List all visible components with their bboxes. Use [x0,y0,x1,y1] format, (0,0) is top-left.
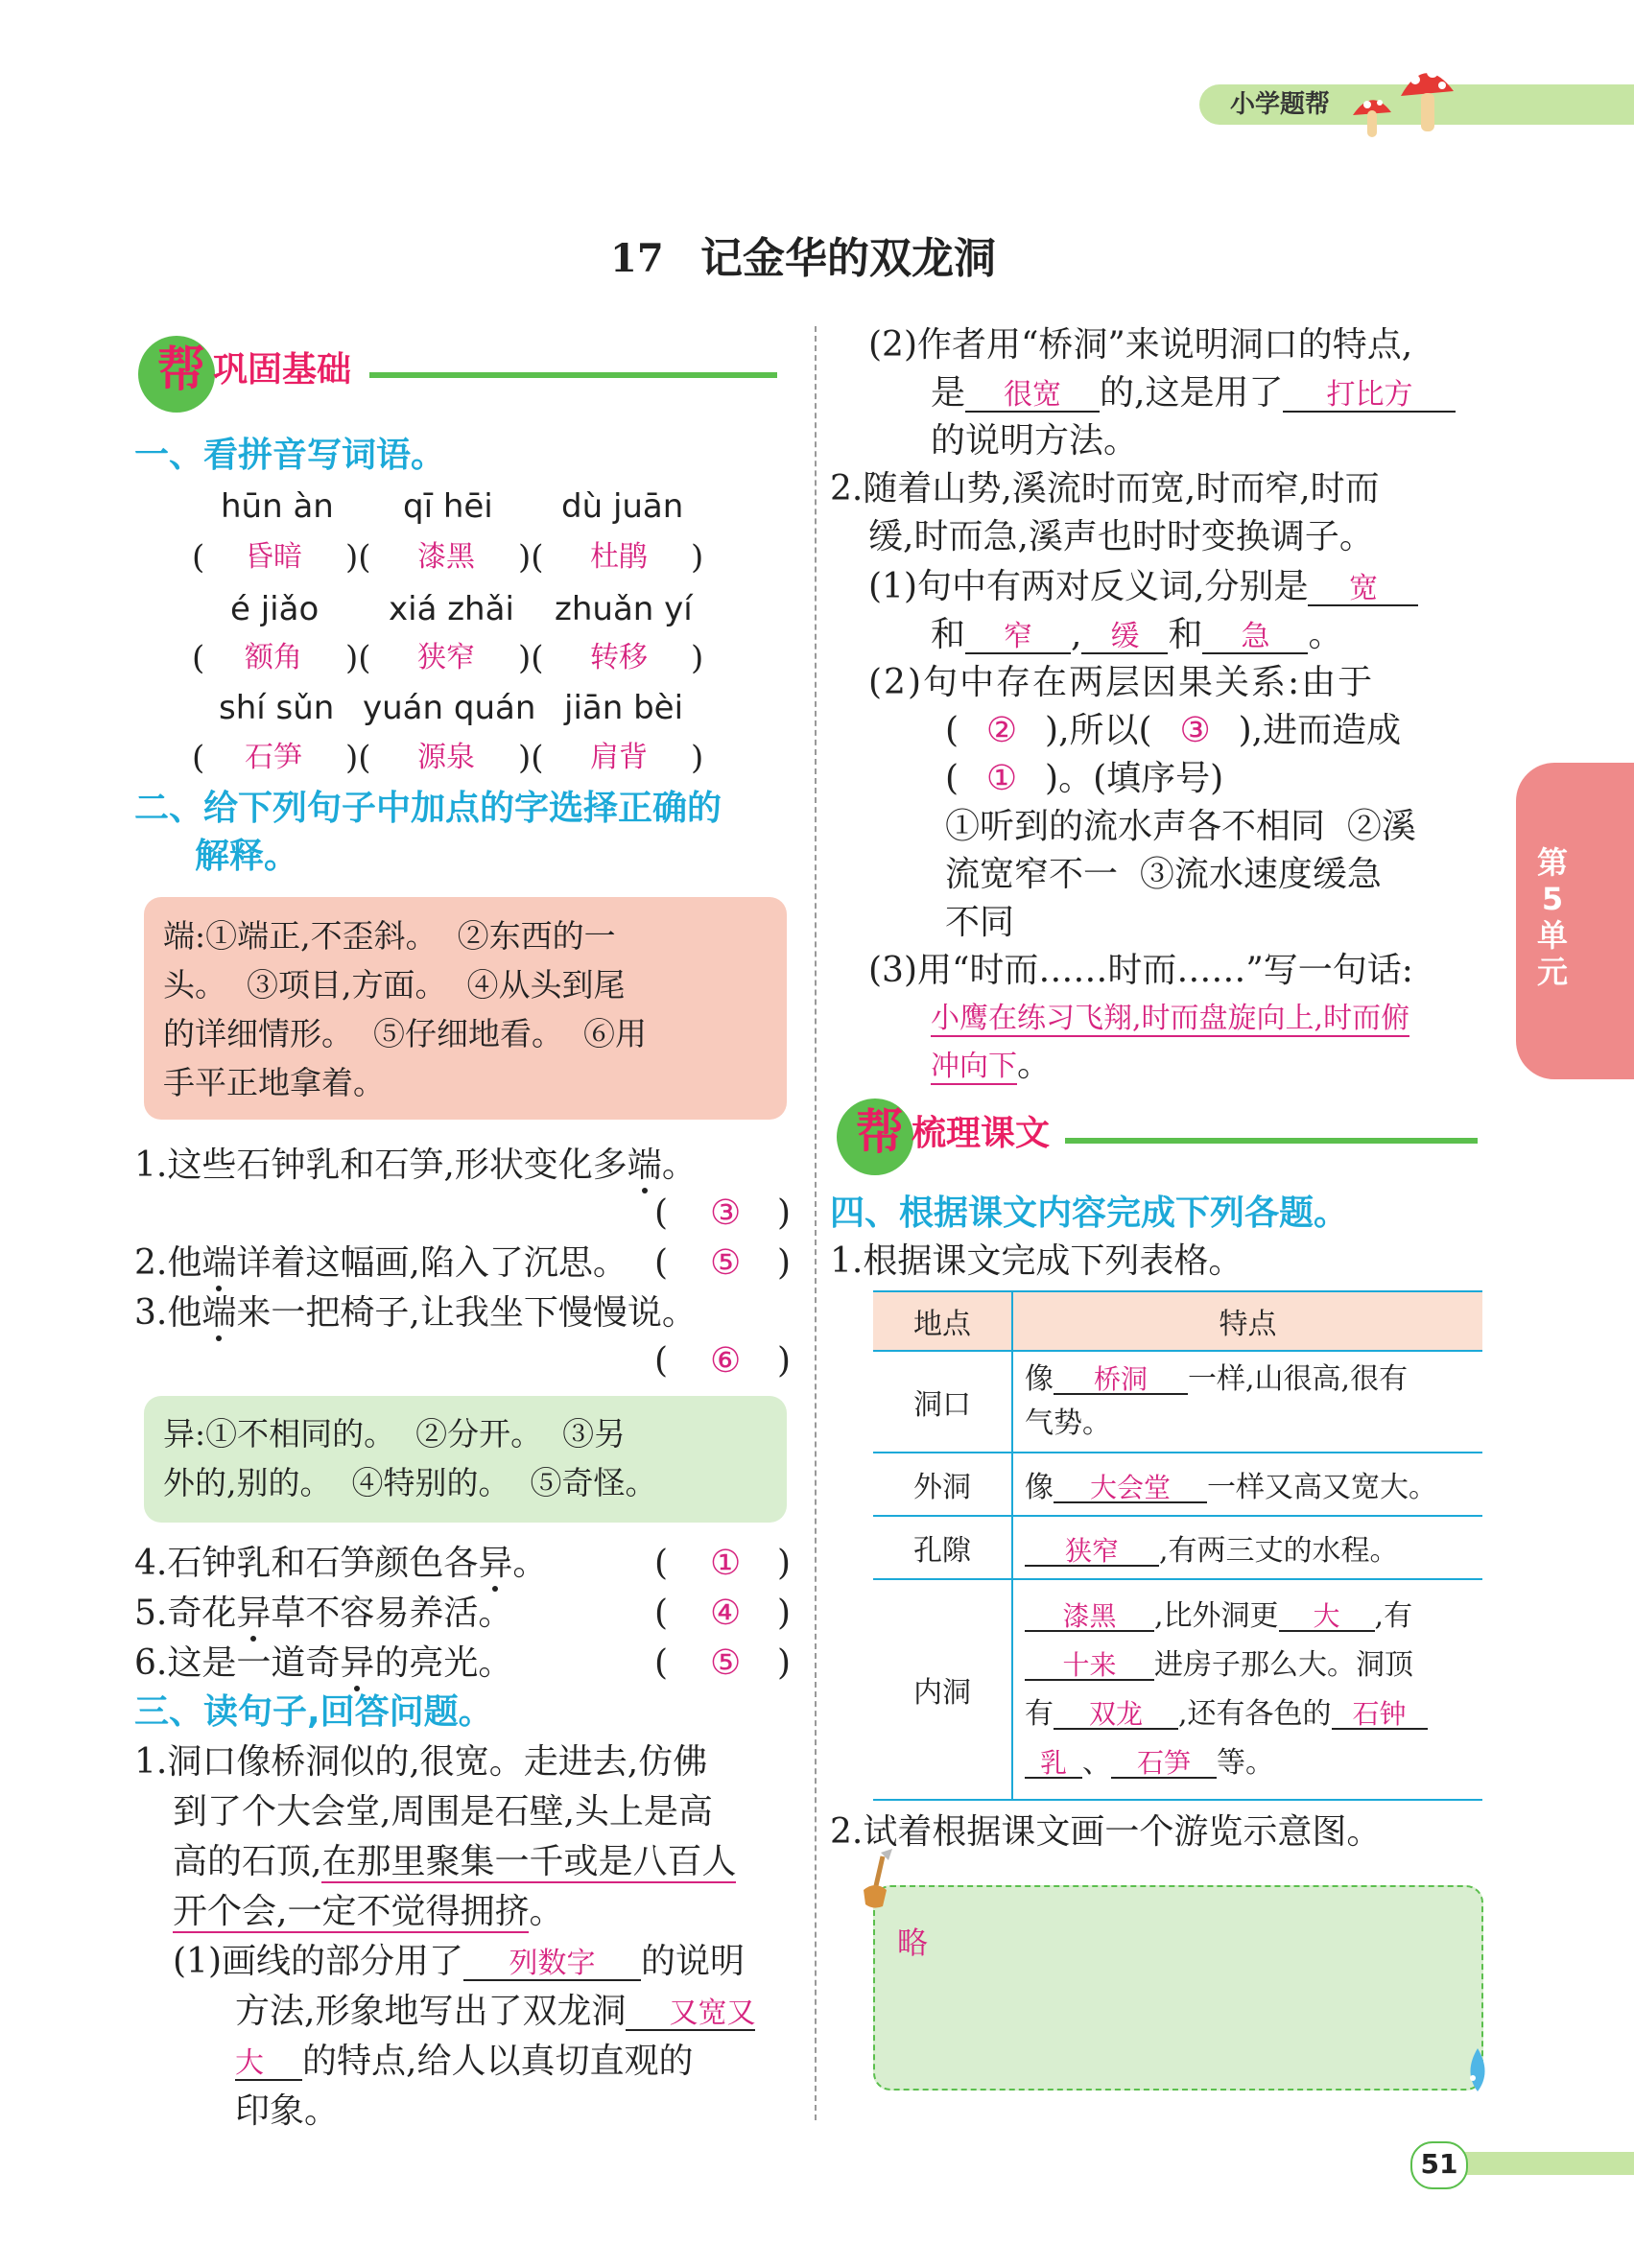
pinyin: shí sǔn [219,689,335,727]
q3-item-2-sub-3: (3)用“时而……时而……”写一句话: [868,951,1413,990]
paren: )( [518,538,544,577]
q3-sub-1-line [235,2038,693,2086]
definition-line: 头。 ③项目,方面。 ④从头到尾 [163,966,626,1004]
answer: 额角 [245,641,302,674]
q3-item-2-sub-2-line [945,707,1401,755]
q3-sub-1-line [235,1988,755,2036]
water-drop-icon [1454,2044,1502,2101]
answer-blank: 大 [235,2048,302,2081]
dotted-char: 端 [201,1293,237,1333]
paren: )( [345,639,371,677]
page-title: 记金华的双龙洞 [700,234,996,283]
row-label: 孔隙 [873,1516,1012,1579]
q3-item-1-line [173,1888,563,1936]
answer-blank: 大 [1279,1602,1375,1632]
option-line: ①听到的流水声各不相同 ②溪 [945,807,1416,846]
question-text: (1)句中有两对反义词,分别是 [868,567,1309,606]
section-rule [1065,1138,1478,1144]
q1-heading: 一、看拼音写词语。 [134,436,446,475]
mushroom-icon [1348,53,1463,149]
q3-sub-2: (2)作者用“桥洞”来说明洞口的特点, [868,325,1413,365]
answer: ③ [1179,711,1211,750]
pinyin: é jiǎo [230,590,320,628]
answer-blank: 宽 [1308,574,1418,606]
paren: ( [192,639,205,677]
question-text: ( [945,759,959,798]
q2-heading: 二、给下列句子中加点的字选择正确的 [134,789,722,828]
definition-line: 异:①不相同的。 ②分开。 ③另 [163,1415,627,1453]
question-text: ( [945,711,959,750]
answer: ② [985,711,1018,750]
answer-paren: ( ⑤ ) [654,1240,798,1288]
item-text: 草不容易养活。 [271,1594,513,1633]
pinyin: jiān bèi [564,689,684,727]
answer-paren: ( ④ ) [654,1590,798,1638]
column-header: 特点 [1012,1291,1482,1351]
brush-icon [854,1847,912,1914]
question-text: )。(填序号) [1045,759,1224,798]
feature-table [873,1290,1482,1801]
item-text: 3.他 [134,1293,202,1333]
definition-box-yi [144,1396,787,1523]
sentence-text: 。 [529,1892,564,1931]
answer-blank: 十来 [1025,1651,1154,1681]
item-text: 。 [661,1146,697,1185]
cell-text: 、 [1082,1746,1111,1780]
section-badge: 帮 [157,342,205,397]
underlined-sentence: 在那里聚集一千或是八百人 [321,1842,737,1881]
q2-item-6 [134,1640,672,1688]
q3-item-2-line: 2.随着山势,溪流时而宽,时而窄,时而 [830,469,1380,508]
table-cell [1012,1516,1482,1579]
question-text: , [1071,615,1082,654]
option-line: 流宽窄不一 ③流水速度缓急 [945,855,1382,894]
paren: ( [192,538,205,577]
item-text: 的亮光。 [374,1643,513,1683]
row-label: 洞口 [873,1351,1012,1453]
item-text: 6.这是一道奇 [134,1643,341,1683]
paren: )( [518,739,544,777]
q3-item-2-sub-2: (2)句中存在两层因果关系:由于 [868,663,1375,702]
question-text: 的,这是用了 [1100,373,1284,413]
answer-blank: 漆黑 [1025,1602,1154,1632]
paren: )( [345,739,371,777]
row-label: 内洞 [873,1579,1012,1800]
dotted-char: 异 [236,1594,272,1633]
pinyin: zhuǎn yí [555,590,693,628]
pinyin: xiá zhǎi [389,590,514,628]
option-line: 不同 [945,903,1015,942]
table-row [873,1579,1482,1800]
lesson-number: 17 [610,236,664,281]
question-text: 和 [1168,615,1203,654]
page-number: 51 [1420,2148,1458,2180]
answer: ③ [710,1193,742,1233]
answer-row-2 [192,633,806,683]
pinyin: hūn àn [221,487,334,526]
definition-line: 外的,别的。 ④特别的。 ⑤奇怪。 [163,1464,657,1501]
definition-box-duan [144,897,787,1120]
section-badge: 帮 [856,1104,904,1160]
answer: ⑤ [710,1243,742,1283]
answer-row-1 [192,532,806,582]
answer: 狭窄 [417,641,475,674]
table-cell [1012,1453,1482,1516]
table-row [873,1516,1482,1579]
q2-item-3 [134,1289,806,1337]
q2-heading-cont: 解释。 [195,837,299,876]
written-answer-line [931,1041,1052,1091]
q3-sub-2-line [931,369,1456,417]
pinyin: dù juān [561,487,684,526]
q3-item-2-sub-1 [868,563,1418,611]
item-text: 。 [512,1544,548,1583]
table-row [873,1453,1482,1516]
q3-item-1-line: 到了个大会堂,周围是石壁,头上是高 [173,1792,713,1831]
question-text: (1)画线的部分用了 [173,1942,463,1981]
answer-blank: 列数字 [463,1949,641,1981]
written-answer: 小鹰在练习飞翔,时而盘旋向上,时而俯 [931,1002,1410,1035]
item-text: 来一把椅子,让我坐下慢慢说。 [236,1293,697,1333]
pinyin: qī hēi [403,487,493,526]
dotted-char: 端 [201,1243,237,1283]
paren: ) [691,639,704,677]
question-text: 和 [931,615,966,654]
table-cell [1012,1351,1482,1453]
sentence-text: 高的石顶, [173,1842,322,1881]
column-divider [815,326,817,2120]
section-rule [369,372,777,378]
cell-text: 一样,山很高,很有 [1188,1362,1409,1396]
answer: 石笋 [245,741,302,774]
cell-text: ,有 [1374,1599,1413,1633]
item-text: 4.石钟乳和石笋颜色各 [134,1544,479,1583]
answer: 转移 [590,641,648,674]
question-text: 的说明 [641,1942,746,1981]
answer-blank: 很宽 [965,380,1100,413]
answer-blank: 窄 [965,622,1071,654]
cell-text: 一样又高又宽大。 [1207,1471,1437,1504]
q2-item-5 [134,1590,672,1638]
table-row [873,1351,1482,1453]
cell-text: 进房子那么大。洞顶 [1154,1648,1413,1682]
answer-blank: 桥洞 [1054,1365,1188,1395]
q3-item-1-line [173,1838,806,1886]
answer: 昏暗 [245,540,302,574]
question-text: 是 [931,373,966,413]
q4-item-2: 2.试着根据课文画一个游览示意图。 [830,1812,1382,1852]
cell-text: ,比外洞更 [1154,1599,1279,1633]
answer-paren: ( ③ ) [654,1190,798,1238]
question-text: 方法,形象地写出了双龙洞 [235,1992,627,2031]
q3-item-1-line: 1.洞口像桥洞似的,很宽。走进去,仿佛 [134,1742,708,1782]
cell-text: 有 [1025,1697,1054,1731]
q3-sub-2-line: 的说明方法。 [931,421,1139,461]
item-text: 1.这些石钟乳和石笋,形状变化多 [134,1146,628,1185]
answer: 漆黑 [417,540,475,574]
answer-blank: 狭窄 [1025,1537,1159,1567]
column-header: 地点 [873,1291,1012,1351]
answer-blank: 大会堂 [1054,1474,1207,1503]
q3-heading: 三、读句子,回答问题。 [134,1692,493,1732]
q3-item-2-sub-2-line [945,755,1223,803]
answer-blank: 打比方 [1283,380,1456,413]
answer: ⑤ [710,1643,742,1683]
question-text: 。 [1308,615,1343,654]
cell-text: 气势。 [1025,1406,1111,1440]
answer-row-3 [192,733,806,783]
answer-blank: 又宽又 [626,1998,755,2031]
drawing-answer: 略 [897,1925,929,1961]
answer: 杜鹃 [590,540,648,574]
cell-text: 像 [1025,1471,1054,1504]
q3-sub-1-line: 印象。 [235,2091,340,2131]
underlined-sentence: 开个会,一定不觉得拥挤 [173,1892,530,1931]
dotted-char: 异 [478,1544,513,1583]
answer-blank: 双龙 [1054,1700,1178,1730]
written-answer-line [931,993,1409,1043]
q3-item-2-sub-1-line [931,611,1343,659]
drawing-answer-box [873,1885,1483,2091]
paren: ( [192,739,205,777]
answer-blank: 石钟 [1332,1700,1428,1730]
answer: ① [985,759,1018,798]
answer-blank: 缓 [1081,622,1168,654]
unit-side-label: 第5单元 [1536,844,1568,990]
answer: ① [710,1544,742,1583]
q4-item-1: 1.根据课文完成下列表格。 [830,1241,1243,1281]
cell-text: 像 [1025,1362,1054,1396]
dotted-char: 端 [627,1146,662,1185]
row-label: 外洞 [873,1453,1012,1516]
q3-sub-1 [173,1938,745,1986]
section-label: 巩固基础 [213,350,352,390]
definition-line: 手平正地拿着。 [163,1064,385,1101]
table-header-row [873,1291,1482,1351]
cell-text: ,还有各色的 [1178,1697,1332,1731]
question-text: ),进而造成 [1238,711,1402,750]
question-text: ),所以( [1045,711,1152,750]
table-cell [1012,1579,1482,1800]
answer-paren: ( ⑤ ) [654,1640,798,1688]
definition-line: 端:①端正,不歪斜。 ②东西的一 [163,917,616,955]
answer: 肩背 [590,741,648,774]
written-answer: 冲向下 [931,1050,1017,1083]
answer-blank: 急 [1202,622,1308,654]
q2-item-2 [134,1240,672,1288]
answer-blank: 乳 [1025,1749,1082,1779]
paren: )( [345,538,371,577]
dotted-char: 异 [340,1643,375,1683]
cell-text: ,有两三丈的水程。 [1159,1534,1399,1568]
definition-line: 的详细情形。 ⑤仔细地看。 ⑥用 [163,1015,647,1052]
q2-item-4 [134,1540,672,1588]
question-text: 。 [1017,1045,1053,1084]
section-label: 梳理课文 [912,1114,1051,1153]
paren: ) [691,538,704,577]
q2-item-1 [134,1142,806,1190]
item-text: 5.奇花 [134,1594,237,1633]
cell-text: 等。 [1217,1746,1274,1780]
answer-paren: ( ⑥ ) [654,1337,798,1385]
q3-item-2-line: 缓,时而急,溪声也时时变换调子。 [868,517,1374,556]
answer: ⑥ [710,1341,742,1381]
answer: ④ [710,1594,742,1633]
item-text: 详着这幅画,陷入了沉思。 [236,1243,628,1283]
q4-heading: 四、根据课文内容完成下列各题。 [830,1193,1349,1233]
question-text: 的特点,给人以真切直观的 [302,2042,694,2081]
answer-blank: 石笋 [1111,1749,1217,1779]
answer-paren: ( ① ) [654,1540,798,1588]
paren: ) [691,739,704,777]
answer: 源泉 [417,741,475,774]
paren: )( [518,639,544,677]
brand-label: 小学题帮 [1230,90,1331,119]
item-text: 2.他 [134,1243,202,1283]
pinyin: yuán quán [363,689,536,727]
